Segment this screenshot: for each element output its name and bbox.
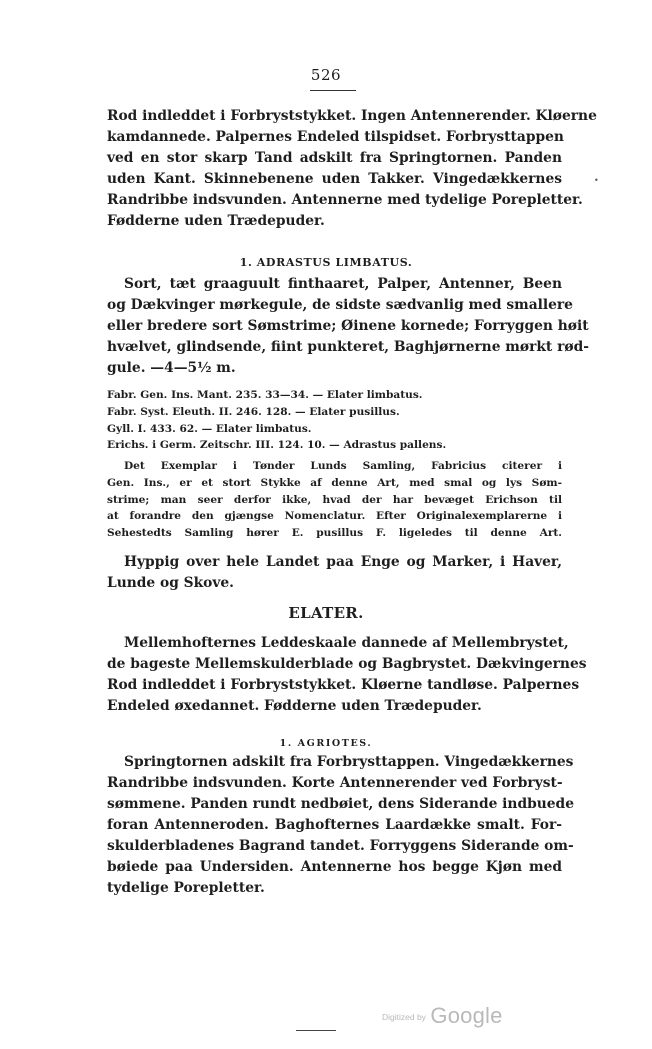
reference-line: Fabr. Gen. Ins. Mant. 235. 33—34. — Elater limbatus. xyxy=(107,389,423,401)
note-line: strime; man seer derfor ikke, hvad der har bevæget Erichson til xyxy=(107,493,562,506)
margin-mark: • xyxy=(594,176,599,185)
page-number-rule xyxy=(310,90,356,91)
page-number: 526 xyxy=(310,66,342,84)
intro-paragraph xyxy=(107,106,597,232)
reference-line: Erichs. i Germ. Zeitschr. III. 124. 10. — Adrastus pallens. xyxy=(107,439,447,452)
text-line: Fødderne uden Trædepuder. xyxy=(107,213,325,229)
text-line: tydelige Porepletter. xyxy=(107,880,265,896)
text-line: og Dækvinger mørkegule, de sidste sædvanlig med smallere xyxy=(107,297,573,313)
text-line: foran Antenneroden. Baghofternes Laardække smalt. For- xyxy=(107,817,562,833)
note-line: Det Exemplar i Tønder Lunds Samling, Fabricius citerer i xyxy=(124,460,562,472)
text-line: Randribbe indsvunden. Korte Antennerender ved Forbryst- xyxy=(107,775,563,791)
reference-line: Fabr. Syst. Eleuth. II. 246. 128. — Elater pusillus. xyxy=(107,405,400,418)
subgenus-description xyxy=(107,752,574,899)
google-logo-text: Google xyxy=(430,1003,503,1028)
note-block xyxy=(107,458,562,542)
watermark-small-text: Digitized by xyxy=(382,1012,426,1022)
text-line: Sort, tæt graaguult finthaaret, Palper, Antenner, Been xyxy=(124,276,562,292)
note-line: Gen. Ins., er et stort Stykke af denne Art, med smal og lys Søm- xyxy=(107,476,562,489)
subgenus-heading: 1. AGRIOTES. xyxy=(279,738,373,749)
text-line: Rod indleddet i Forbryststykket. Ingen Antennerender. Kløerne xyxy=(107,108,597,124)
note-line: at forandre den gjængse Nomenclatur. Efter Originalexemplarerne i xyxy=(107,510,562,523)
text-line: Springtornen adskilt fra Forbrysttappen. Vingedækkernes xyxy=(124,754,574,770)
reference-line: Gyll. I. 433. 62. — Elater limbatus. xyxy=(107,422,312,435)
text-line: hvælvet, glindsende, fiint punkteret, Baghjørnerne mørkt rød- xyxy=(107,339,589,355)
species-description xyxy=(107,274,589,379)
text-line: bøiede paa Undersiden. Antennerne hos begge Kjøn med xyxy=(107,859,562,875)
habitat-paragraph xyxy=(107,552,562,594)
text-line: kamdannede. Palpernes Endeled tilspidset. Forbrysttappen xyxy=(107,129,564,145)
text-line: sømmene. Panden rundt nedbøiet, dens Siderande indbuede xyxy=(107,796,574,812)
genus-heading: ELATER. xyxy=(288,604,364,622)
references-block xyxy=(107,387,562,454)
text-line: Randribbe indsvunden. Antennerne med tydelige Porepletter. xyxy=(107,192,583,208)
genus-description xyxy=(107,633,587,717)
species-heading: 1. ADRASTUS LIMBATUS. xyxy=(239,256,413,269)
text-line: uden Kant. Skinnebenene uden Takker. Vingedækkernes xyxy=(107,171,562,187)
text-line: ved en stor skarp Tand adskilt fra Springtornen. Panden xyxy=(107,150,562,166)
text-line: Hyppig over hele Landet paa Enge og Marker, i Haver, xyxy=(124,554,562,570)
note-line: Sehestedts Samling hører E. pusillus F. ligeledes til denne Art. xyxy=(107,527,562,540)
text-line: de bageste Mellemskulderblade og Bagbrystet. Dækvingernes xyxy=(107,656,587,672)
text-line: Endeled øxedannet. Fødderne uden Trædepuder. xyxy=(107,698,482,714)
text-line: Rod indleddet i Forbryststykket. Kløerne tandløse. Palpernes xyxy=(107,677,580,693)
digitized-watermark xyxy=(382,1003,503,1029)
text-line: skulderbladenes Bagrand tandet. Forryggens Siderande om- xyxy=(107,838,574,854)
text-line: Lunde og Skove. xyxy=(107,575,234,591)
text-line: Mellemhofternes Leddeskaale dannede af Mellembrystet, xyxy=(124,635,569,651)
footer-rule xyxy=(296,1030,336,1031)
text-line: gule. —4—5½ m. xyxy=(107,360,236,376)
text-line: eller bredere sort Sømstrime; Øinene kornede; Forryggen høit xyxy=(107,318,589,334)
